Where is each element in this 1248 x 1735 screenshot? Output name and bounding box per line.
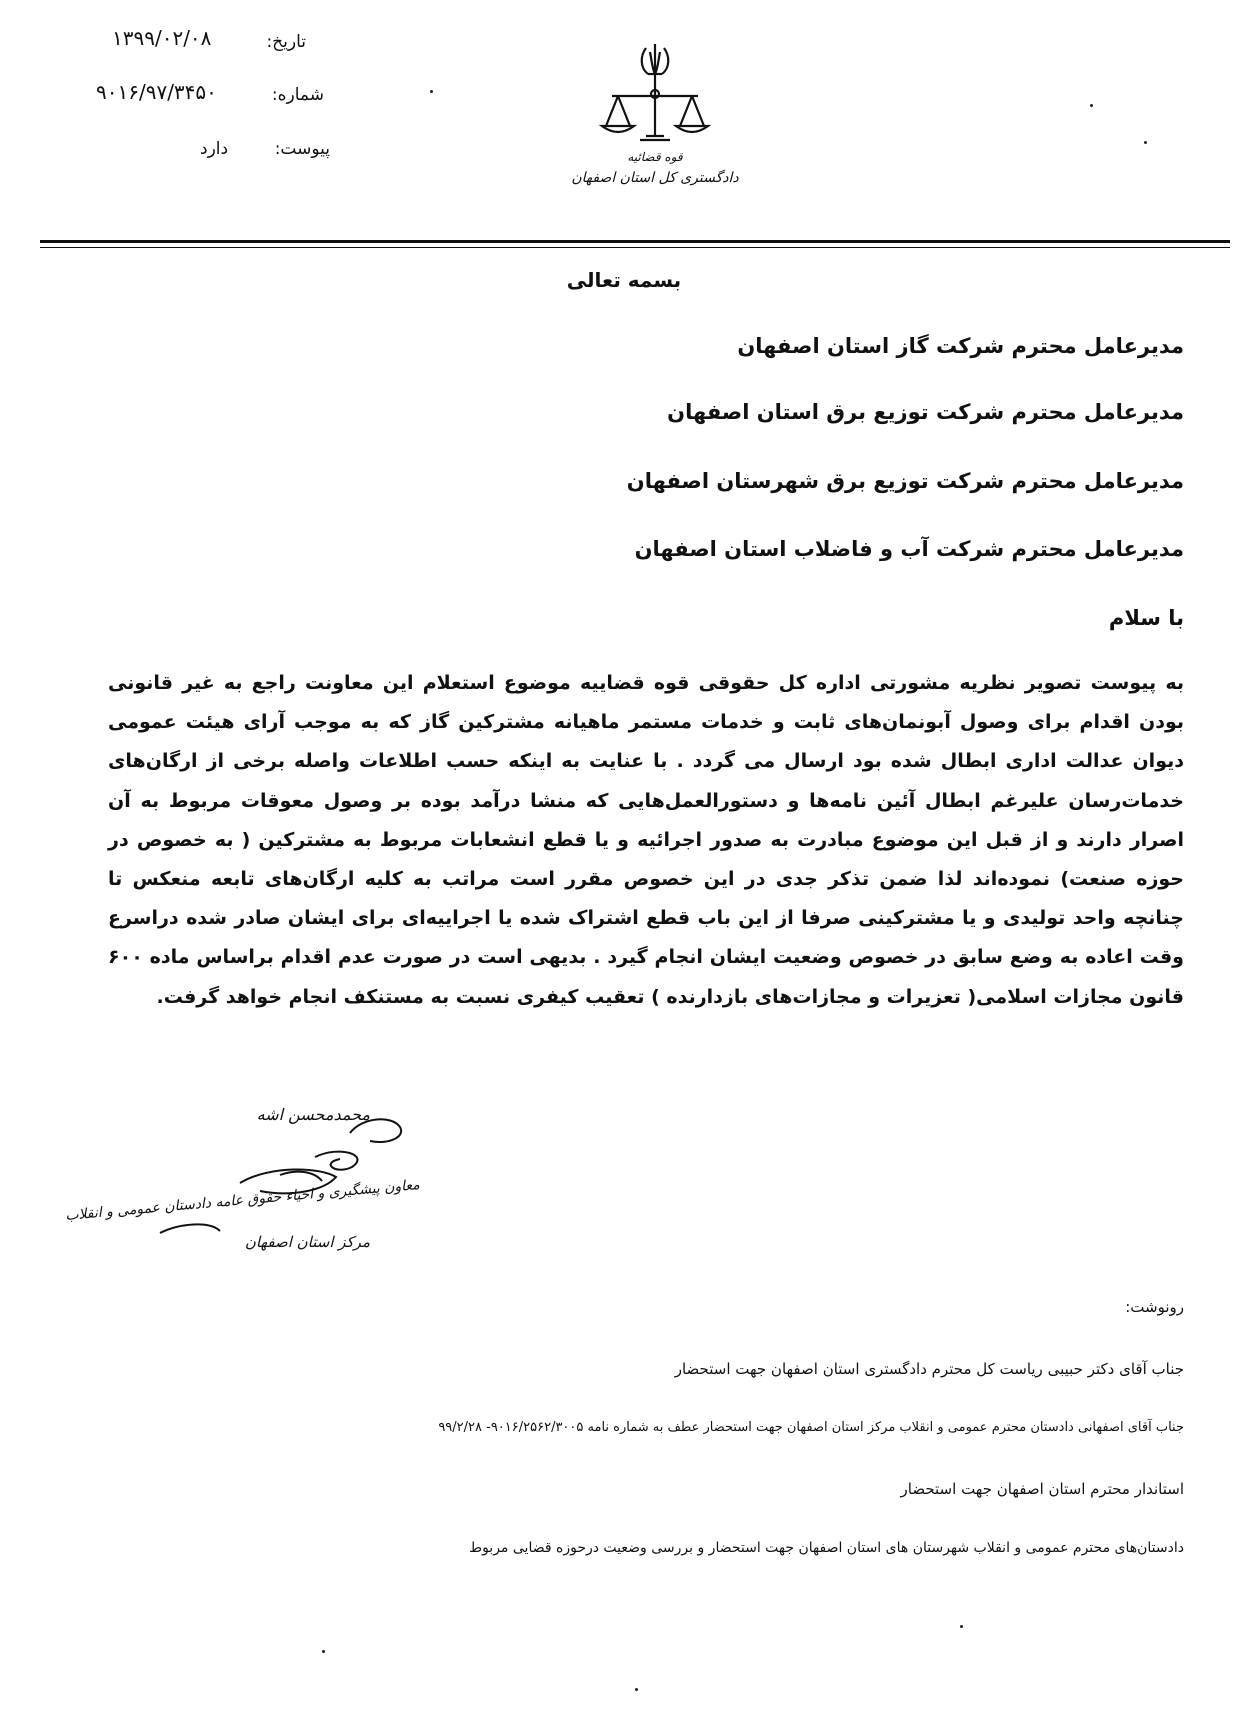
invocation: بسمه تعالی: [566, 268, 682, 292]
cc-line-3: استاندار محترم استان اصفهان جهت استحضار: [900, 1480, 1184, 1498]
date-label: تاریخ:: [266, 32, 306, 52]
header-divider-thick: [40, 240, 1230, 243]
header-divider-thin: [40, 247, 1230, 248]
scales-of-justice-icon: [590, 38, 720, 153]
attachment-value: دارد: [200, 139, 229, 159]
speck: [322, 1650, 325, 1653]
signature-block: [65, 1105, 421, 1275]
cc-line-2: جناب آقای اصفهانی دادستان محترم عمومی و انقلاب مرکز استان اصفهان جهت استحضار عطف به شماره نامه ۹۰۱۶/۲۵۶۲/۳۰۰۵- ۹۹/۲/۲۸: [438, 1420, 1184, 1435]
greeting: با سلام: [1108, 606, 1184, 630]
cc-line-4: دادستان‌های محترم عمومی و انقلاب شهرستان های استان اصفهان جهت استحضار و بررسی وضعیت درحوزه قضایی مربوط: [469, 1540, 1184, 1556]
speck: [1090, 104, 1093, 107]
number-value: ۹۰۱۶/۹۷/۳۴۵۰: [96, 80, 217, 104]
signature-title-line1: معاون پیشگیری و احیاء حقوق عامه دادستان عمومی و انقلاب: [65, 1177, 421, 1224]
judiciary-emblem: [590, 38, 720, 153]
addressee-3: مدیرعامل محترم شرکت توزیع برق شهرستان اصفهان: [626, 469, 1184, 493]
number-label: شماره:: [271, 85, 324, 105]
signature-title-line2: مرکز استان اصفهان: [244, 1233, 370, 1251]
emblem-caption-line1: قوه قضائیه: [627, 150, 683, 164]
attachment-row: [130, 137, 330, 167]
emblem-caption-line2: دادگستری کل استان اصفهان: [571, 170, 739, 186]
addressee-4: مدیرعامل محترم شرکت آب و فاضلاب استان اصفهان: [634, 537, 1184, 561]
signature-name: محمدمحسن اشه: [256, 1105, 370, 1124]
addressee-1: مدیرعامل محترم شرکت گاز استان اصفهان: [737, 334, 1184, 358]
speck: [635, 1688, 638, 1691]
date-value: ۱۳۹۹/۰۲/۰۸: [112, 26, 212, 50]
speck: [430, 90, 433, 93]
cc-line-1: جناب آقای دکتر حبیبی ریاست کل محترم دادگستری استان اصفهان جهت استحضار: [674, 1360, 1184, 1378]
speck: [1144, 141, 1147, 144]
letter-body: به پیوست تصویر نظریه مشورتی اداره کل حقوقی قوه قضاییه موضوع استعلام این معاونت راجع به غیر قانونی بودن اقدام برای وصول آبونمان‌های ثابت و خدمات مستمر ماهیانه مشترکین گاز که به موجب آرای هیئت عمومی دیوان عدالت اداری ابطال شده بود ارسال می گردد . با عنایت به اینکه حسب اطلاعات واصله برخی از ارگان‌های خدمات‌رسان علیرغم ابطال آئین نامه‌ها و دستورالعمل‌هایی که منشا درآمد بوده بر وصول معوقات مربوط به آن اصرار دارند و از قبل این موضوع مبادرت به صدور اجرائیه و یا قطع انشعابات مربوط به مشترکین ( به خصوص در حوزه صنعت) نموده‌اند لذا ضمن تذکر جدی در این خصوص مقرر است مراتب به کلیه ارگان‌های تابعه منعکس تا چنانچه واحد تولیدی و یا مشترکینی صرفا از این باب قطع اشتراک شده یا اجراییه‌ای برای ایشان صادر شده دراسرع وقت اعاده به وضع سابق در خصوص وضعیت ایشان انجام گیرد . بدیهی است در صورت عدم اقدام براساس ماده ۶۰۰ قانون مجازات اسلامی( تعزیرات و مجازات‌های بازدارنده ) تعقیب کیفری نسبت به مستنکف انجام خواهد گرفت.: [108, 672, 1184, 1008]
attachment-label: پیوست:: [274, 139, 330, 159]
cc-label: رونوشت:: [1125, 1298, 1184, 1316]
addressee-2: مدیرعامل محترم شرکت توزیع برق استان اصفهان: [667, 400, 1184, 424]
speck: [960, 1625, 963, 1628]
